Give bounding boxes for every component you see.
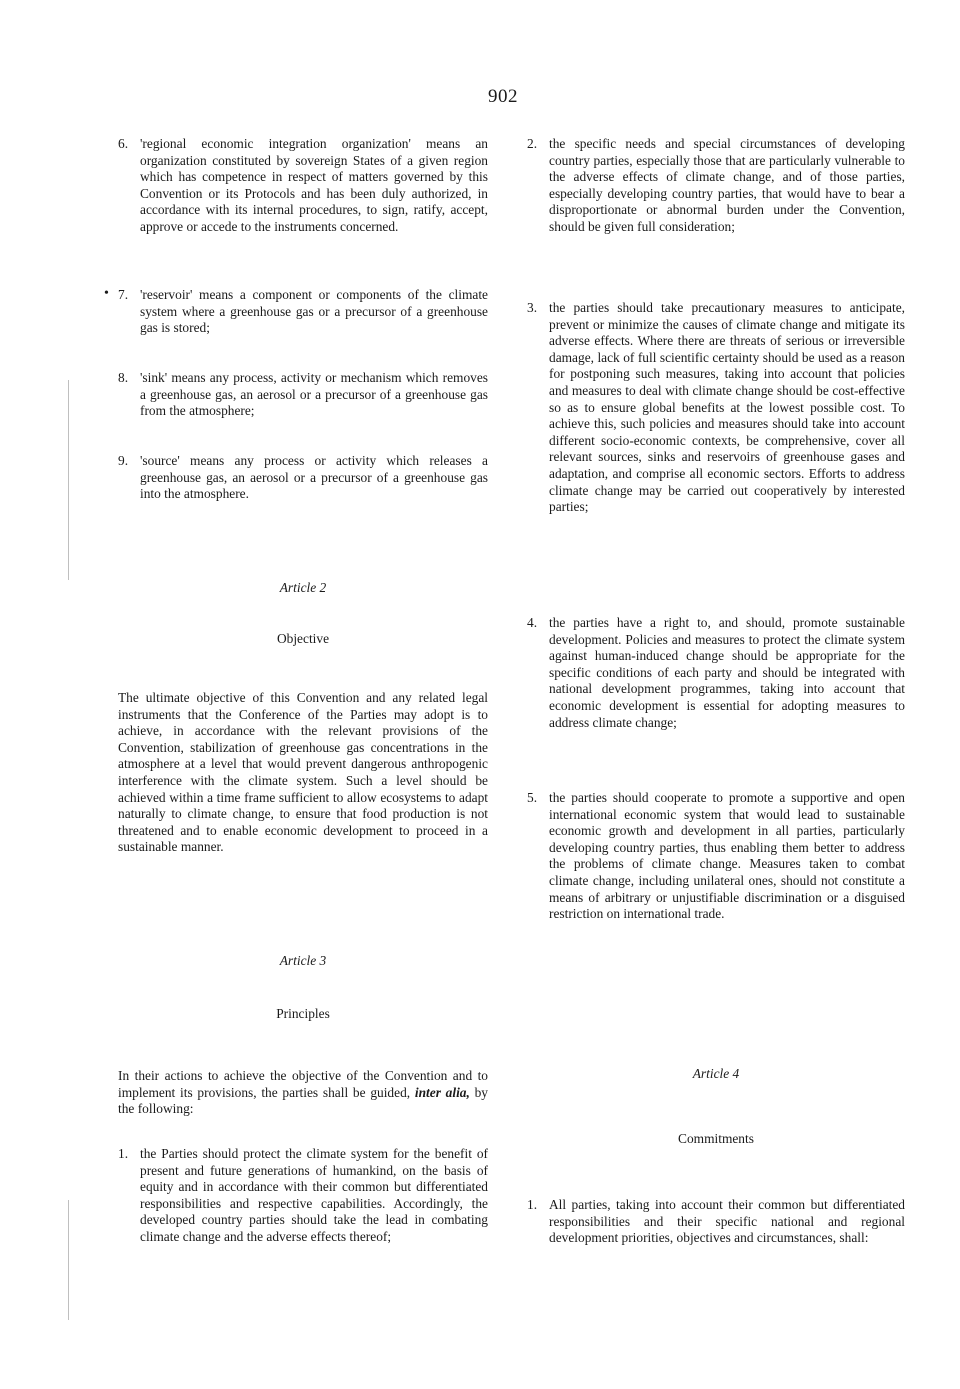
article-4-title: Article 4 bbox=[692, 1066, 740, 1081]
item-text: the parties should take precautionary measures to anticipate, prevent or minimize the causes of climate change and mitigate its adverse effects. Where there are threats of serious or irreversible damage, lack of full scientific certainty should be used as a reason for postponing such measures, taking into account that policies and measures to deal with climate change should be cost-effective so as to ensure global benefits at the lowest possible cost. To achieve this, such policies and measures should take into account different socio-economic contexts, be comprehensive, cover all relevant sources, sinks and reservoirs of greenhouse gases and adaptation, and comprise all economic sectors. Efforts to address climate change may be carried out cooperatively by interested parties; bbox=[549, 300, 905, 515]
item-number: 1. bbox=[118, 1146, 129, 1161]
item-number: 2. bbox=[527, 136, 538, 151]
item-text: All parties, taking into account their common but differentiated responsibilities and their specific national and regional development priorities, objectives and circumstances, shall: bbox=[549, 1197, 905, 1246]
item-text: the parties should cooperate to promote a supportive and open international economic system that would lead to sustainable economic growth and development in all parties, particularly developing country parties, thus enabling them better to address the problems of climate change. Measures taken to combat climate change, including unilateral ones, should not constitute a means of arbitrary or unjustifiable discrimination or a disguised restriction on international trade. bbox=[549, 790, 905, 922]
item-number: 7. bbox=[118, 287, 129, 302]
bullet-mark: • bbox=[104, 286, 109, 301]
article-2-text: The ultimate objective of this Convention and any related legal instruments that the Conference of the Parties may adopt is to achieve, in accordance with the relevant provisions of the Convention, stabilization of greenhouse gas concentrations in the atmosphere at a level that would prevent dangerous anthropogenic interference with the climate system. Such a level should be achieved within a time frame sufficient to allow ecosystems to adapt naturally to climate change, to ensure that food production is not threatened and to enable economic development to proceed in a sustainable manner. bbox=[118, 690, 488, 855]
intro-text: In their actions to achieve the objective of the Convention and to implement its provisions, the parties shall be guided, bbox=[118, 1068, 488, 1100]
article-3-title: Article 3 bbox=[279, 953, 327, 968]
item-number: 8. bbox=[118, 370, 129, 385]
definition-9 bbox=[118, 453, 488, 503]
page-number: 902 bbox=[488, 86, 518, 107]
item-text: 'reservoir' means a component or components of the climate system where a greenhouse gas or a precursor of a greenhouse gas is stored; bbox=[140, 287, 488, 336]
article-2-title: Article 2 bbox=[279, 580, 327, 595]
principle-3 bbox=[527, 300, 905, 516]
item-number: 3. bbox=[527, 300, 538, 315]
item-number: 6. bbox=[118, 136, 129, 151]
principle-1 bbox=[118, 1146, 488, 1246]
article-3-intro bbox=[118, 1068, 488, 1118]
article-2-subtitle: Objective bbox=[276, 631, 330, 646]
principle-2 bbox=[527, 136, 905, 236]
item-text: 'sink' means any process, activity or mechanism which removes a greenhouse gas, an aerosol or a precursor of a greenhouse gas from the atmosphere; bbox=[140, 370, 488, 419]
item-text: the Parties should protect the climate system for the benefit of present and future generations of humankind, on the basis of equity and in accordance with their common but differentiated responsibilities and respective capabilities. Accordingly, the developed country parties should take the lead in combating climate change and the adverse effects thereof; bbox=[140, 1146, 488, 1244]
item-text: 'regional economic integration organization' means an organization constituted by sovereign States of a given region which has competence in respect of matters governed by this Convention or its Protocols and has been duly authorized, in accordance with its internal procedures, to sign, ratify, accept, approve or accede to the instruments concerned. bbox=[140, 136, 488, 234]
principle-4 bbox=[527, 615, 905, 731]
item-text: the parties have a right to, and should, promote sustainable development. Policies and measures to protect the climate system against human-induced change should be appropriate for the specific conditions of each party and should be integrated with national development programmes, taking into account that economic development is essential for adopting measures to address climate change; bbox=[549, 615, 905, 730]
item-number: 4. bbox=[527, 615, 538, 630]
intro-text-end: by the following: bbox=[118, 1084, 489, 1117]
intro-italic: inter alia, bbox=[414, 1084, 470, 1100]
margin-line bbox=[68, 380, 69, 580]
article-4-subtitle: Commitments bbox=[678, 1131, 754, 1146]
commitment-1 bbox=[527, 1197, 905, 1247]
article-3-subtitle: Principles bbox=[276, 1006, 330, 1021]
definition-6 bbox=[118, 136, 488, 236]
definition-7 bbox=[118, 287, 488, 337]
item-number: 9. bbox=[118, 453, 129, 468]
item-text: the specific needs and special circumstances of developing country parties, especially those that are particularly vulnerable to the adverse effects of climate change, and of those parties, especially developing country parties, that would have to bear a disproportionate or abnormal burden under the Convention, should be given full consideration; bbox=[549, 136, 905, 234]
margin-line bbox=[68, 1200, 69, 1320]
item-number: 1. bbox=[527, 1197, 538, 1212]
principle-5 bbox=[527, 790, 905, 923]
definition-8 bbox=[118, 370, 488, 420]
item-number: 5. bbox=[527, 790, 538, 805]
item-text: 'source' means any process or activity which releases a greenhouse gas, an aerosol or a precursor of a greenhouse gas into the atmosphere. bbox=[140, 453, 488, 502]
